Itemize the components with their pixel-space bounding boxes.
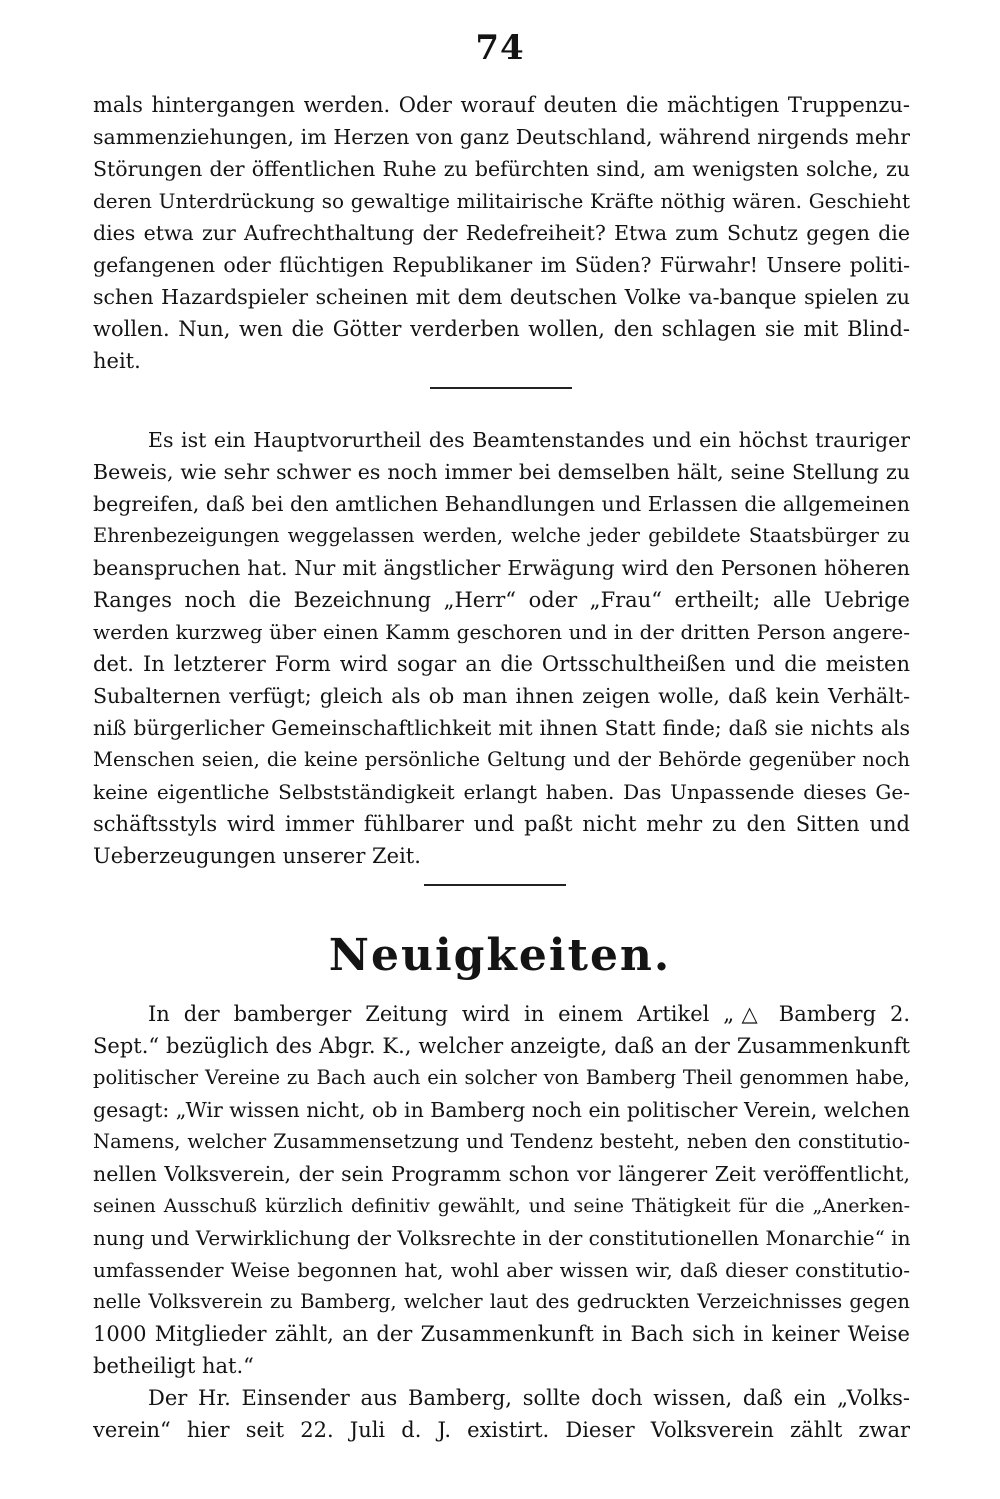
text-line: 1000 Mitglieder zählt, an der Zusammenkunft in Bach sich in keiner Weise: [93, 1322, 910, 1346]
text-line: Namens, welcher Zusammensetzung und Tendenz besteht, neben den constitutio-: [93, 1130, 910, 1153]
text-line: begreifen, daß bei den amtlichen Behandlungen und Erlassen die allgemeinen: [93, 492, 910, 516]
text-line: schäftsstyls wird immer fühlbarer und paßt nicht mehr zu den Sitten und: [93, 812, 910, 836]
section-separator: [430, 387, 572, 389]
text-line: wollen. Nun, wen die Götter verderben wollen, den schlagen sie mit Blind-: [93, 317, 910, 341]
text-line: niß bürgerlicher Gemeinschaftlichkeit mit ihnen Statt finde; daß sie nichts als: [93, 716, 910, 740]
text-line: heit.: [93, 349, 141, 373]
paragraph-1: [93, 89, 910, 377]
page-number: 74: [475, 28, 525, 68]
section-heading: Neuigkeiten.: [328, 930, 672, 981]
text-line: Ueberzeugungen unserer Zeit.: [93, 844, 421, 868]
text-line: werden kurzweg über einen Kamm geschoren und in der dritten Person angere-: [93, 620, 910, 644]
text-line: keine eigentliche Selbstständigkeit erlangt haben. Das Unpassende dieses Ge-: [93, 780, 910, 804]
text-line: mals hintergangen werden. Oder worauf deuten die mächtigen Truppenzu-: [93, 93, 910, 117]
text-line: Ehrenbezeigungen weggelassen werden, welche jeder gebildete Staatsbürger zu: [93, 524, 910, 547]
section-separator: [424, 884, 566, 886]
text-line: gefangenen oder flüchtigen Republikaner im Süden? Fürwahr! Unsere politi-: [93, 253, 910, 277]
text-line: nung und Verwirklichung der Volksrechte in der constitutionellen Monarchie“ in: [93, 1226, 910, 1250]
text-line: nelle Volksverein zu Bamberg, welcher laut des gedruckten Verzeichnisses gegen: [93, 1290, 910, 1313]
text-line: umfassender Weise begonnen hat, wohl aber wissen wir, daß dieser constitutio-: [93, 1258, 910, 1282]
text-line: In der bamberger Zeitung wird in einem Artikel „△ Bamberg 2.: [148, 1002, 910, 1026]
text-line: beanspruchen hat. Nur mit ängstlicher Erwägung wird den Personen höheren: [93, 556, 910, 580]
paragraph-2: [93, 424, 910, 872]
text-line: betheiligt hat.“: [93, 1354, 254, 1378]
text-line: gesagt: „Wir wissen nicht, ob in Bamberg noch ein politischer Verein, welchen: [93, 1098, 910, 1122]
text-line: Menschen seien, die keine persönliche Geltung und der Behörde gegenüber noch: [93, 748, 910, 771]
text-line: Ranges noch die Bezeichnung „Herr“ oder „Frau“ ertheilt; alle Uebrige: [93, 588, 910, 612]
text-line: deren Unterdrückung so gewaltige militairische Kräfte nöthig wären. Geschieht: [93, 189, 910, 213]
text-line: sammenziehungen, im Herzen von ganz Deutschland, während nirgends mehr: [93, 125, 910, 149]
text-line: seinen Ausschuß kürzlich definitiv gewählt, und seine Thätigkeit für die „Anerken-: [93, 1195, 910, 1217]
paragraph-3: [93, 998, 910, 1446]
text-line: verein“ hier seit 22. Juli d. J. existirt. Dieser Volksverein zählt zwar: [93, 1418, 910, 1442]
text-line: det. In letzterer Form wird sogar an die Ortsschultheißen und die meisten: [93, 652, 910, 676]
text-line: Beweis, wie sehr schwer es noch immer bei demselben hält, seine Stellung zu: [93, 460, 910, 484]
text-line: Subalternen verfügt; gleich als ob man ihnen zeigen wolle, daß kein Verhält-: [93, 684, 910, 708]
text-line: schen Hazardspieler scheinen mit dem deutschen Volke va-banque spielen zu: [93, 285, 910, 309]
text-line: Der Hr. Einsender aus Bamberg, sollte doch wissen, daß ein „Volks-: [148, 1386, 910, 1410]
text-line: nellen Volksverein, der sein Programm schon vor längerer Zeit veröffentlicht,: [93, 1162, 910, 1186]
text-line: politischer Vereine zu Bach auch ein solcher von Bamberg Theil genommen habe,: [93, 1066, 910, 1089]
text-line: dies etwa zur Aufrechthaltung der Redefreiheit? Etwa zum Schutz gegen die: [93, 221, 910, 245]
text-line: Es ist ein Hauptvorurtheil des Beamtenstandes und ein höchst trauriger: [148, 428, 910, 452]
text-line: Störungen der öffentlichen Ruhe zu befürchten sind, am wenigsten solche, zu: [93, 157, 910, 181]
text-line: Sept.“ bezüglich des Abgr. K., welcher anzeigte, daß an der Zusammenkunft: [93, 1034, 910, 1058]
